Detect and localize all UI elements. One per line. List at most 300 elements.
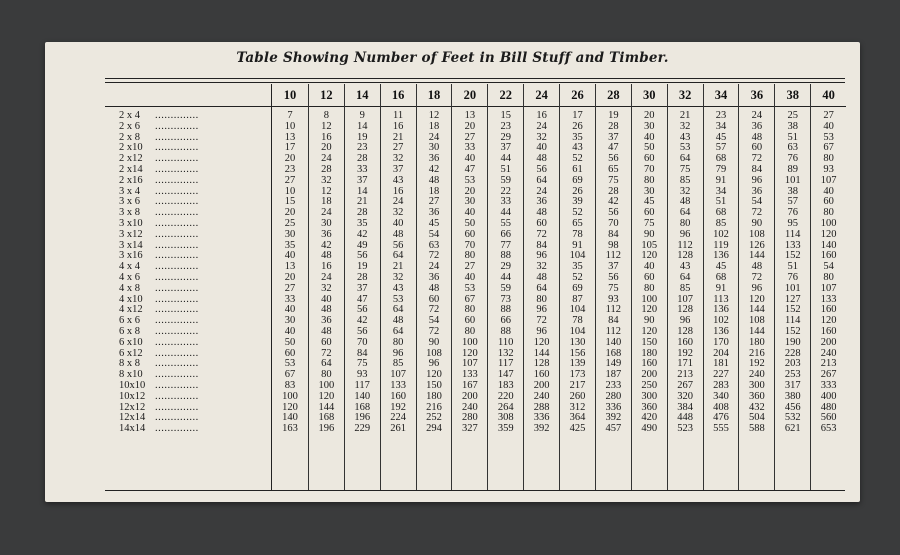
table-cell: 36 bbox=[751, 185, 763, 197]
table-cell: 140 bbox=[605, 336, 622, 348]
table-cell: 33 bbox=[356, 163, 368, 175]
row-label bbox=[105, 295, 271, 306]
table-cell: 16 bbox=[536, 110, 547, 121]
table-cell: 139 bbox=[569, 358, 586, 370]
leader-dots: .............. bbox=[155, 240, 199, 251]
row-label-size: 3 x 4 bbox=[119, 186, 140, 197]
table-cell: 53 bbox=[823, 131, 834, 143]
leader-dots: .............. bbox=[155, 121, 199, 132]
table-cell: 120 bbox=[461, 347, 478, 359]
table-cell: 40 bbox=[392, 217, 404, 229]
leader-dots: .............. bbox=[155, 337, 199, 348]
table-cell: 28 bbox=[356, 153, 368, 165]
row-label bbox=[105, 241, 271, 252]
length-column bbox=[416, 84, 452, 490]
table-cell: 128 bbox=[677, 250, 693, 262]
table-cell: 57 bbox=[715, 142, 727, 154]
table-cell: 56 bbox=[536, 163, 547, 175]
table-cell: 47 bbox=[356, 293, 368, 305]
table-cell: 150 bbox=[426, 379, 442, 391]
table-cell: 42 bbox=[321, 239, 332, 251]
table-cell: 120 bbox=[282, 401, 298, 413]
table-cell: 40 bbox=[823, 185, 834, 197]
table-cell: 107 bbox=[461, 358, 478, 370]
table-cell: 54 bbox=[428, 315, 440, 327]
table-cell: 85 bbox=[679, 282, 691, 294]
table-cell: 96 bbox=[679, 228, 691, 240]
table-cell: 19 bbox=[608, 110, 619, 121]
table-cell: 267 bbox=[820, 369, 837, 381]
leader-dots: .............. bbox=[155, 294, 199, 305]
table-cell: 160 bbox=[820, 304, 837, 316]
table-cell: 80 bbox=[464, 250, 476, 262]
table-cell: 27 bbox=[392, 142, 404, 154]
leader-dots: .............. bbox=[155, 229, 199, 240]
table-cell: 560 bbox=[820, 412, 837, 424]
length-column bbox=[272, 84, 308, 490]
table-cell: 76 bbox=[787, 207, 798, 219]
table-cell: 84 bbox=[356, 347, 368, 359]
table-cell: 44 bbox=[500, 153, 511, 165]
table-cell: 170 bbox=[713, 336, 729, 348]
table-cell: 51 bbox=[500, 163, 511, 175]
table-cell: 90 bbox=[751, 217, 763, 229]
table-cell: 72 bbox=[751, 153, 763, 165]
leader-dots: .............. bbox=[155, 132, 199, 143]
table-cell: 17 bbox=[572, 110, 583, 121]
table-cell: 72 bbox=[321, 347, 332, 359]
table-cell: 64 bbox=[679, 271, 691, 283]
table-cell: 36 bbox=[536, 196, 547, 208]
table-cell: 280 bbox=[605, 390, 622, 402]
table-cell: 14 bbox=[356, 120, 368, 132]
table-cell: 76 bbox=[787, 153, 798, 165]
row-label-size: 2 x10 bbox=[119, 143, 143, 154]
table-cell: 30 bbox=[321, 217, 332, 229]
row-label-size: 3 x16 bbox=[119, 251, 143, 262]
table-cell: 30 bbox=[464, 196, 476, 208]
table-cell: 56 bbox=[392, 239, 404, 251]
table-cell: 144 bbox=[748, 250, 765, 262]
table-cell: 79 bbox=[715, 163, 727, 175]
table-cell: 127 bbox=[784, 293, 801, 305]
table-cell: 28 bbox=[608, 120, 619, 132]
table-cell: 60 bbox=[464, 315, 476, 327]
row-label-size: 2 x 8 bbox=[119, 132, 140, 143]
row-label-size: 3 x14 bbox=[119, 240, 143, 251]
column-header: 28 bbox=[596, 84, 631, 107]
table-cell: 28 bbox=[321, 163, 332, 175]
table-cell: 108 bbox=[748, 228, 765, 240]
table-cell: 96 bbox=[536, 325, 547, 337]
table-cell: 160 bbox=[533, 369, 550, 381]
table-cell: 32 bbox=[679, 185, 691, 197]
table-cell: 23 bbox=[356, 142, 368, 154]
table-cell: 32 bbox=[392, 271, 404, 283]
table-cell: 53 bbox=[464, 282, 476, 294]
table-cell: 220 bbox=[497, 390, 514, 402]
table-cell: 308 bbox=[497, 412, 514, 424]
table-cell: 300 bbox=[748, 379, 765, 391]
leader-dots: .............. bbox=[155, 424, 199, 435]
table-cell: 136 bbox=[713, 250, 729, 262]
row-label bbox=[105, 305, 271, 316]
table-cell: 48 bbox=[536, 271, 547, 283]
table-cell: 27 bbox=[823, 110, 834, 121]
table-cell: 93 bbox=[608, 293, 619, 305]
table-cell: 621 bbox=[784, 423, 801, 435]
table-cell: 288 bbox=[533, 401, 550, 413]
leader-dots: .............. bbox=[155, 380, 199, 391]
table-cell: 64 bbox=[321, 358, 332, 370]
length-column bbox=[738, 84, 774, 490]
table-cell: 84 bbox=[536, 239, 547, 251]
table-cell: 35 bbox=[356, 217, 368, 229]
table-cell: 112 bbox=[605, 325, 621, 337]
column-header: 16 bbox=[381, 84, 416, 107]
table-cell: 108 bbox=[748, 315, 765, 327]
table-cell: 224 bbox=[390, 412, 406, 424]
row-label-size: 2 x14 bbox=[119, 164, 143, 175]
leader-dots: .............. bbox=[155, 143, 199, 154]
table-cell: 364 bbox=[569, 412, 586, 424]
table-cell: 35 bbox=[572, 261, 583, 273]
table-cell: 228 bbox=[784, 347, 801, 359]
table-cell: 72 bbox=[536, 228, 547, 240]
row-label bbox=[105, 424, 271, 435]
table-cell: 114 bbox=[785, 315, 801, 327]
table-cell: 126 bbox=[748, 239, 765, 251]
length-column bbox=[703, 84, 739, 490]
table-cell: 80 bbox=[321, 369, 332, 381]
table-cell: 120 bbox=[748, 293, 765, 305]
table-cell: 120 bbox=[641, 304, 658, 316]
table-cell: 48 bbox=[321, 304, 332, 316]
table-cell: 432 bbox=[748, 401, 765, 413]
column-header: 24 bbox=[524, 84, 559, 107]
table-cell: 100 bbox=[282, 390, 298, 402]
table-cell: 128 bbox=[533, 358, 550, 370]
table-cell: 53 bbox=[464, 174, 476, 186]
table-cell: 36 bbox=[321, 228, 332, 240]
table-cell: 192 bbox=[390, 401, 406, 413]
table-cell: 90 bbox=[643, 315, 655, 327]
table-cell: 448 bbox=[677, 412, 693, 424]
row-label bbox=[105, 316, 271, 327]
table-cell: 144 bbox=[533, 347, 550, 359]
table-cell: 34 bbox=[715, 185, 727, 197]
table-cell: 48 bbox=[428, 174, 440, 186]
table-cell: 233 bbox=[605, 379, 622, 391]
table-cell: 68 bbox=[715, 271, 727, 283]
table-cell: 96 bbox=[536, 250, 547, 262]
table-cell: 24 bbox=[536, 185, 547, 197]
table-cell: 12 bbox=[321, 185, 332, 197]
table-cell: 75 bbox=[679, 163, 691, 175]
row-label bbox=[105, 262, 271, 273]
row-label bbox=[105, 349, 271, 360]
table-cell: 37 bbox=[500, 142, 511, 154]
table-cell: 27 bbox=[464, 261, 476, 273]
column-header: 40 bbox=[811, 84, 846, 107]
table-cell: 75 bbox=[608, 282, 619, 294]
table-cell: 120 bbox=[426, 369, 442, 381]
label-header-blank bbox=[105, 84, 271, 107]
table-cell: 93 bbox=[356, 369, 368, 381]
table-cell: 167 bbox=[461, 379, 478, 391]
table-cell: 21 bbox=[679, 110, 691, 121]
table-cell: 101 bbox=[784, 282, 801, 294]
length-column bbox=[344, 84, 380, 490]
table-cell: 120 bbox=[820, 315, 837, 327]
table-cell: 64 bbox=[536, 174, 547, 186]
table-cell: 51 bbox=[787, 261, 798, 273]
table-cell: 40 bbox=[284, 304, 296, 316]
column-header: 36 bbox=[739, 84, 774, 107]
row-label bbox=[105, 187, 271, 198]
table-cell: 30 bbox=[284, 228, 296, 240]
table-cell: 56 bbox=[608, 271, 619, 283]
table-cell: 75 bbox=[608, 174, 619, 186]
table-cell: 180 bbox=[426, 390, 442, 402]
table-cell: 95 bbox=[787, 217, 798, 229]
table-cell: 30 bbox=[428, 142, 440, 154]
table-cell: 23 bbox=[284, 163, 296, 175]
table-cell: 50 bbox=[284, 336, 296, 348]
leader-dots: .............. bbox=[155, 218, 199, 229]
table-cell: 653 bbox=[820, 423, 837, 435]
table-cell: 16 bbox=[321, 261, 332, 273]
table-cell: 50 bbox=[643, 142, 655, 154]
table-cell: 75 bbox=[643, 217, 655, 229]
table-cell: 24 bbox=[321, 207, 332, 219]
table-cell: 400 bbox=[820, 390, 837, 402]
table-cell: 67 bbox=[823, 142, 834, 154]
length-column bbox=[308, 84, 344, 490]
row-label bbox=[105, 251, 271, 262]
table-cell: 45 bbox=[428, 217, 440, 229]
table-cell: 70 bbox=[643, 163, 655, 175]
table-cell: 156 bbox=[569, 347, 586, 359]
table-cell: 35 bbox=[572, 131, 583, 143]
table-cell: 457 bbox=[605, 423, 622, 435]
table-cell: 136 bbox=[713, 304, 729, 316]
leader-dots: .............. bbox=[155, 283, 199, 294]
table-cell: 333 bbox=[820, 379, 837, 391]
table-cell: 27 bbox=[284, 282, 296, 294]
row-label-size: 4 x12 bbox=[119, 305, 143, 316]
row-label-size: 10x12 bbox=[119, 391, 146, 402]
table-cell: 18 bbox=[321, 196, 332, 208]
row-label bbox=[105, 392, 271, 403]
table-cell: 144 bbox=[748, 304, 765, 316]
table-cell: 24 bbox=[428, 131, 440, 143]
leader-dots: .............. bbox=[155, 164, 199, 175]
table-cell: 34 bbox=[715, 120, 727, 132]
table-cell: 168 bbox=[605, 347, 622, 359]
table-cell: 216 bbox=[426, 401, 442, 413]
table-cell: 85 bbox=[392, 358, 404, 370]
table-cell: 72 bbox=[428, 304, 440, 316]
table-cell: 48 bbox=[392, 228, 404, 240]
table-cell: 171 bbox=[677, 358, 693, 370]
table-cell: 13 bbox=[284, 131, 296, 143]
table-cell: 32 bbox=[392, 207, 404, 219]
table-cell: 49 bbox=[356, 239, 368, 251]
table-cell: 45 bbox=[715, 261, 727, 273]
table-cell: 51 bbox=[787, 131, 798, 143]
table-cell: 80 bbox=[823, 153, 834, 165]
column-header: 18 bbox=[417, 84, 452, 107]
table-cell: 240 bbox=[461, 401, 478, 413]
table-cell: 57 bbox=[787, 196, 798, 208]
row-label bbox=[105, 413, 271, 424]
table-cell: 68 bbox=[715, 207, 727, 219]
table-cell: 16 bbox=[321, 131, 332, 143]
table-cell: 91 bbox=[715, 282, 727, 294]
leader-dots: .............. bbox=[155, 197, 199, 208]
table-cell: 160 bbox=[390, 390, 406, 402]
table-cell: 217 bbox=[569, 379, 586, 391]
table-cell: 312 bbox=[569, 401, 586, 413]
row-label-size: 3 x10 bbox=[119, 218, 143, 229]
table-cell: 140 bbox=[354, 390, 371, 402]
table-cell: 11 bbox=[393, 110, 404, 121]
table-cell: 105 bbox=[641, 239, 658, 251]
table-cell: 40 bbox=[823, 120, 834, 132]
column-header: 26 bbox=[560, 84, 595, 107]
table-cell: 10 bbox=[284, 185, 296, 197]
table-cell: 42 bbox=[608, 196, 619, 208]
table-cell: 264 bbox=[497, 401, 514, 413]
table-cell: 107 bbox=[390, 369, 406, 381]
table-cell: 36 bbox=[428, 153, 440, 165]
table-cell: 23 bbox=[500, 120, 511, 132]
table-cell: 104 bbox=[569, 250, 586, 262]
leader-dots: .............. bbox=[155, 111, 199, 121]
row-label-size: 6 x12 bbox=[119, 348, 143, 359]
table-cell: 227 bbox=[713, 369, 729, 381]
table-cell: 144 bbox=[748, 325, 765, 337]
table-cell: 69 bbox=[572, 282, 583, 294]
table-cell: 32 bbox=[321, 282, 332, 294]
table-cell: 13 bbox=[464, 110, 476, 121]
table-cell: 240 bbox=[820, 347, 837, 359]
table-cell: 70 bbox=[464, 239, 476, 251]
table-cell: 40 bbox=[536, 142, 547, 154]
table-cell: 90 bbox=[643, 228, 655, 240]
table-cell: 133 bbox=[784, 239, 801, 251]
table-cell: 87 bbox=[572, 293, 583, 305]
table-cell: 59 bbox=[500, 282, 511, 294]
table-cell: 40 bbox=[464, 207, 476, 219]
table-cell: 64 bbox=[536, 282, 547, 294]
table-cell: 60 bbox=[428, 293, 440, 305]
column-header: 38 bbox=[775, 84, 810, 107]
row-label bbox=[105, 338, 271, 349]
table-cell: 317 bbox=[784, 379, 801, 391]
row-label bbox=[105, 284, 271, 295]
table-cell: 260 bbox=[569, 390, 586, 402]
table-cell: 120 bbox=[641, 250, 658, 262]
table-cell: 91 bbox=[572, 239, 583, 251]
table-cell: 72 bbox=[428, 325, 440, 337]
leader-dots: .............. bbox=[155, 326, 199, 337]
table-cell: 36 bbox=[428, 207, 440, 219]
table-cell: 253 bbox=[784, 369, 801, 381]
table-cell: 7 bbox=[287, 110, 293, 121]
table-cell: 114 bbox=[785, 228, 801, 240]
table-cell: 29 bbox=[500, 131, 511, 143]
leader-dots: .............. bbox=[155, 402, 199, 413]
table-cell: 12 bbox=[321, 120, 332, 132]
table-cell: 84 bbox=[608, 315, 619, 327]
table-cell: 43 bbox=[679, 261, 691, 273]
table-cell: 60 bbox=[643, 271, 655, 283]
table-cell: 14 bbox=[356, 185, 368, 197]
table-cell: 252 bbox=[426, 412, 442, 424]
table-cell: 523 bbox=[677, 423, 693, 435]
column-header: 20 bbox=[452, 84, 487, 107]
table-cell: 147 bbox=[497, 369, 514, 381]
table-cell: 85 bbox=[715, 217, 727, 229]
table-cell: 128 bbox=[677, 304, 693, 316]
table-cell: 200 bbox=[533, 379, 550, 391]
table-cell: 26 bbox=[572, 185, 583, 197]
table-cell: 24 bbox=[321, 153, 332, 165]
table-cell: 65 bbox=[608, 163, 619, 175]
leader-dots: .............. bbox=[155, 359, 199, 370]
table-cell: 60 bbox=[751, 142, 763, 154]
table-cell: 384 bbox=[677, 401, 693, 413]
column-header: 10 bbox=[272, 84, 308, 107]
table-cell: 66 bbox=[500, 315, 511, 327]
table-cell: 360 bbox=[748, 390, 765, 402]
table-cell: 327 bbox=[461, 423, 478, 435]
table-cell: 120 bbox=[533, 336, 550, 348]
table-cell: 15 bbox=[500, 110, 511, 121]
table-cell: 24 bbox=[751, 110, 763, 121]
table-cell: 88 bbox=[500, 325, 511, 337]
table-cell: 47 bbox=[608, 142, 619, 154]
row-label-size: 8 x 8 bbox=[119, 359, 140, 370]
table-cell: 40 bbox=[284, 325, 296, 337]
row-label bbox=[105, 327, 271, 338]
table-cell: 9 bbox=[359, 110, 365, 121]
table-cell: 61 bbox=[572, 163, 583, 175]
table-cell: 27 bbox=[428, 196, 440, 208]
table-cell: 52 bbox=[572, 207, 583, 219]
table-cell: 98 bbox=[608, 239, 619, 251]
table-cell: 22 bbox=[500, 185, 511, 197]
table-cell: 56 bbox=[356, 250, 368, 262]
table-cell: 588 bbox=[748, 423, 765, 435]
table-cell: 36 bbox=[428, 271, 440, 283]
row-label-size: 8 x10 bbox=[119, 370, 143, 381]
table-cell: 35 bbox=[284, 239, 296, 251]
table-cell: 380 bbox=[784, 390, 801, 402]
row-label-size: 4 x 6 bbox=[119, 272, 140, 283]
table-cell: 101 bbox=[784, 174, 801, 186]
table-cell: 93 bbox=[823, 163, 834, 175]
table-cell: 392 bbox=[605, 412, 622, 424]
table-cell: 45 bbox=[643, 196, 655, 208]
table-cell: 54 bbox=[751, 196, 763, 208]
row-label bbox=[105, 370, 271, 381]
table-cell: 18 bbox=[428, 185, 440, 197]
row-label-size: 14x14 bbox=[119, 424, 146, 435]
table-cell: 40 bbox=[464, 153, 476, 165]
